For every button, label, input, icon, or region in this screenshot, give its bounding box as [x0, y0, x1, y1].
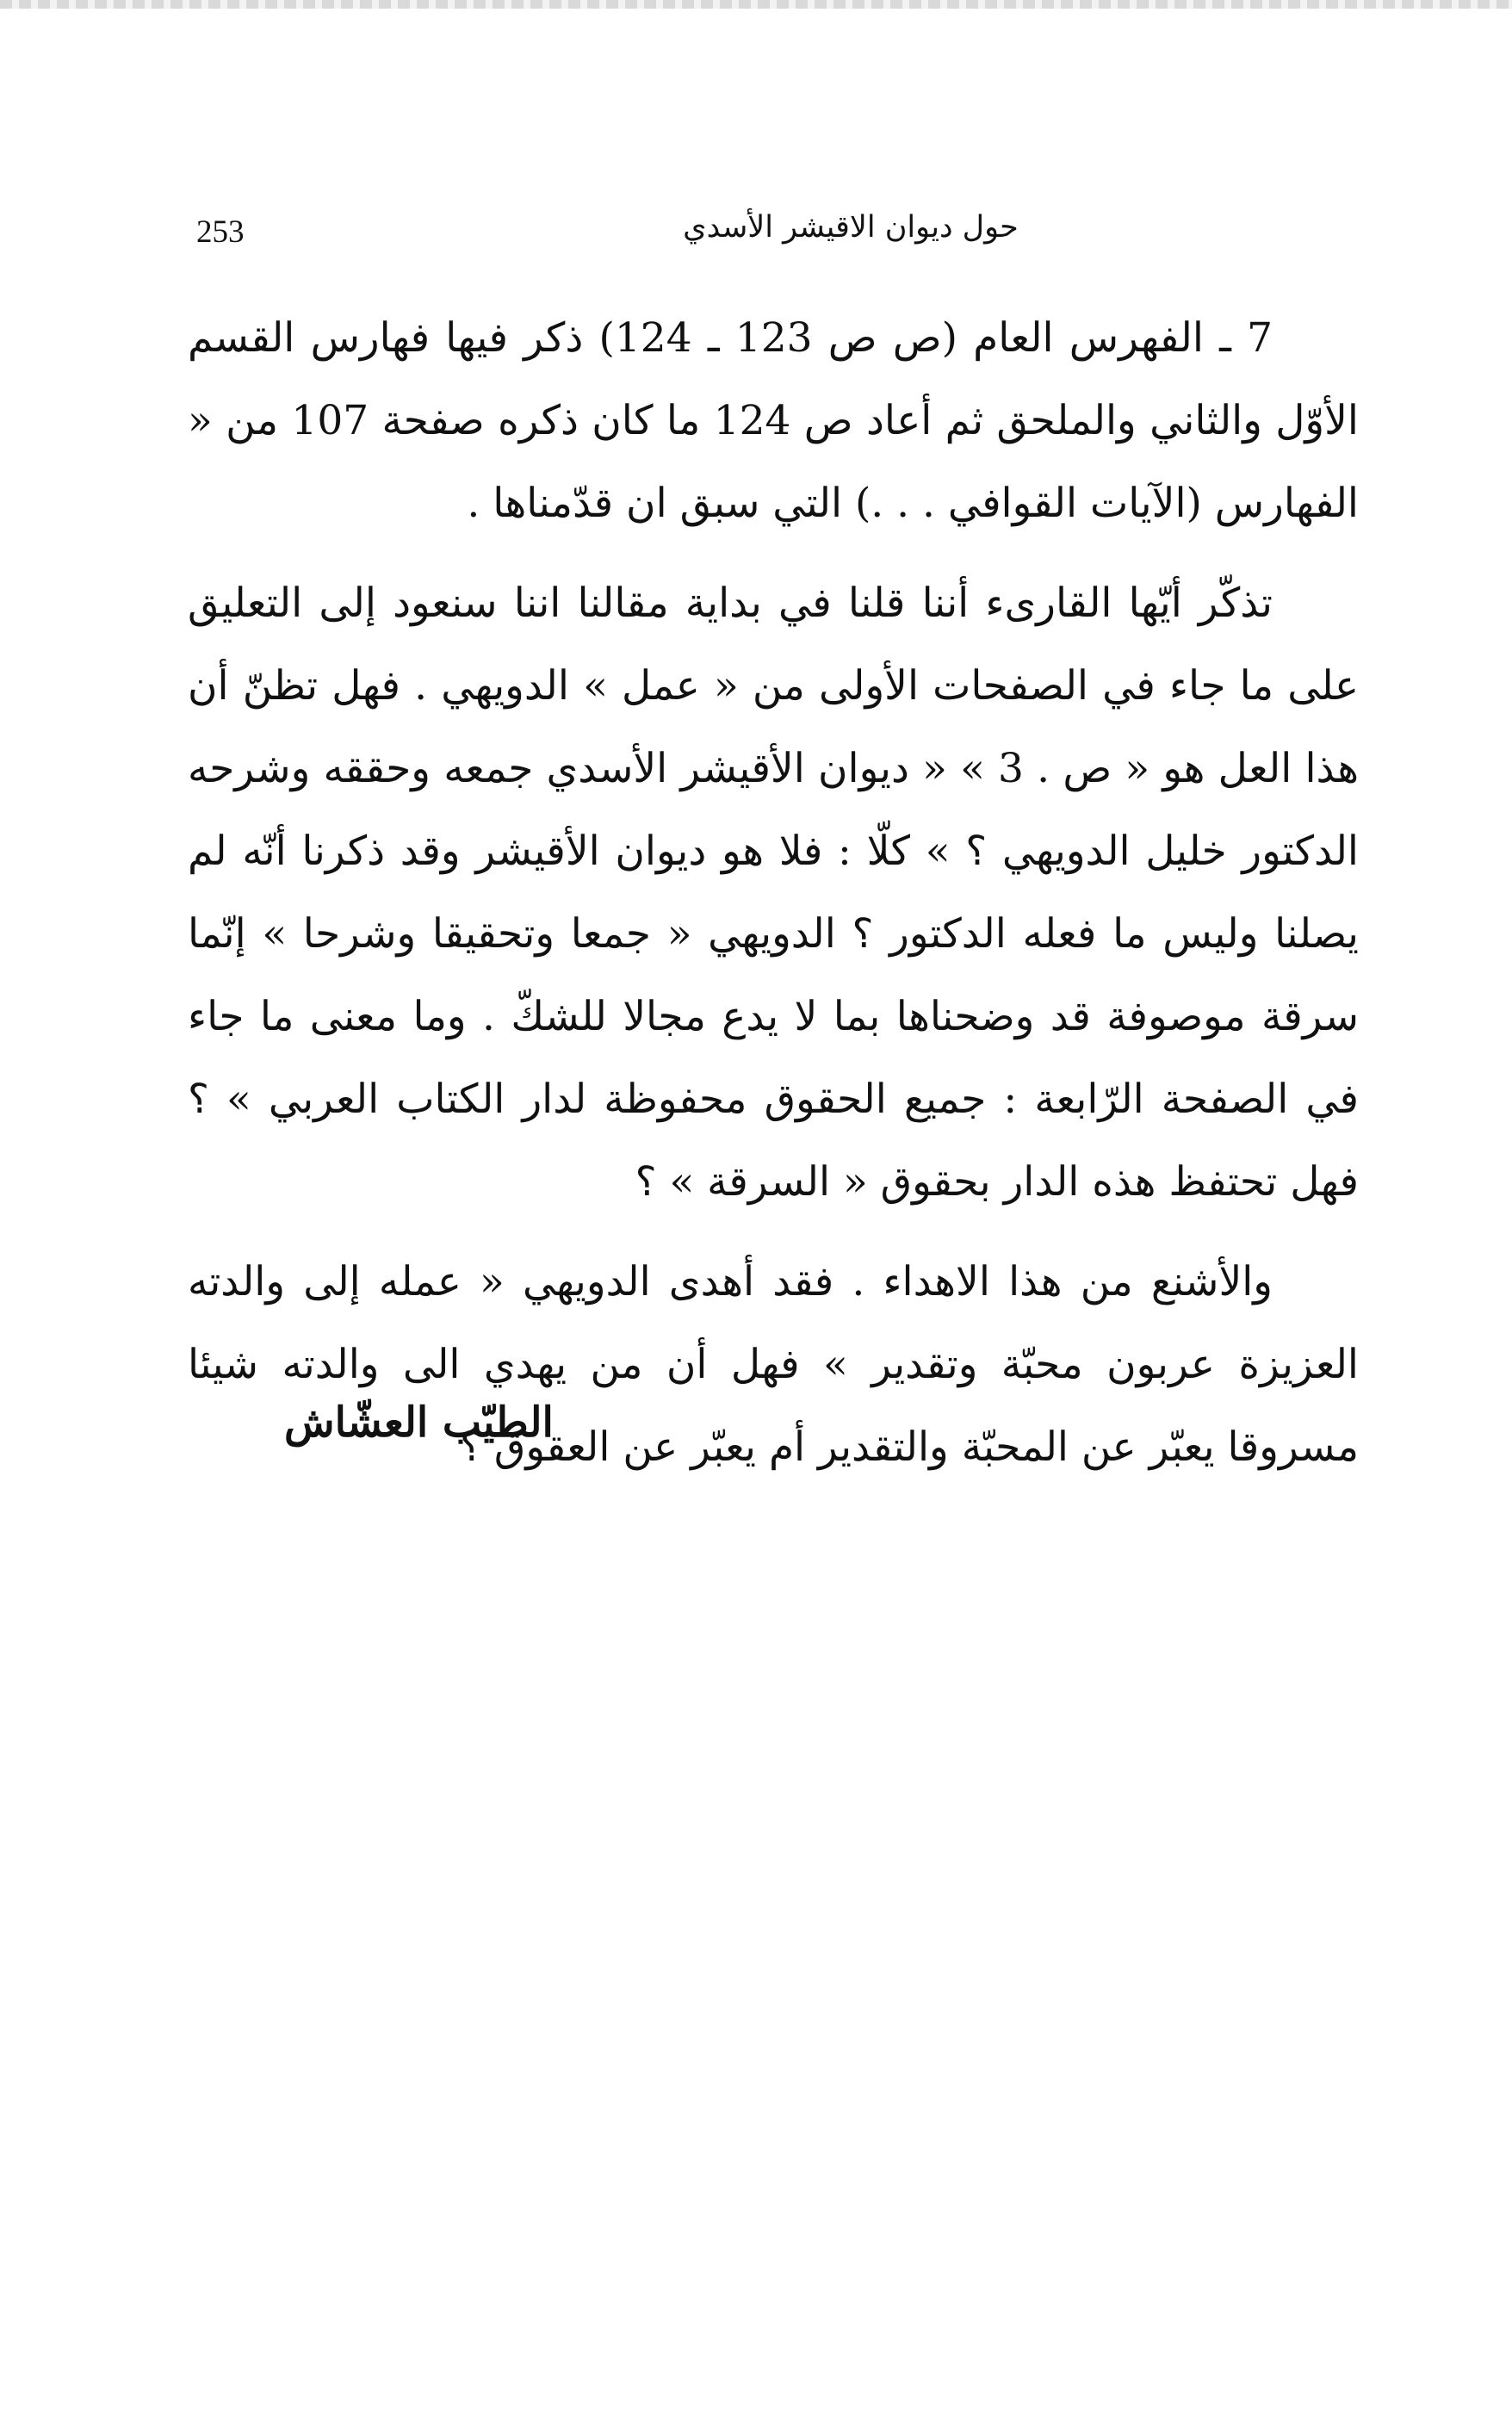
paragraph-dedication: والأشنع من هذا الاهداء . فقد أهدى الدويهي « عمله إلى والدته العزيزة عربون محبّة وتقدير » فهل أن من يهدي الى والدته شيئا مسروقا يعبّر عن المحبّة والتقدير أم يعبّر عن العقوق ؟ [188, 1258, 1359, 1471]
article-body [188, 297, 1359, 1489]
page-header [188, 210, 1359, 270]
author-signature: الطيّب العشّاش [284, 1398, 554, 1447]
paragraph-index-note: 7 ـ الفهرس العام (ص ص 123 ـ 124) ذكر فيها فهارس القسم الأوّل والثاني والملحق ثم أعاد ص 124 ما كان ذكره صفحة 107 من « الفهارس (الآيات القوافي . . .) التي سبق ان قدّمناها . [188, 314, 1359, 527]
paragraph-critique: تذكّر أيّها القارىء أننا قلنا في بداية مقالنا اننا سنعود إلى التعليق على ما جاء في الصفحات الأولى من « عمل » الدويهي . فهل تظنّ أن هذا العل هو « ص . 3 » « ديوان الأقيشر الأسدي جمعه وحققه وشرحه الدكتور خليل الدويهي ؟ » كلّا : فلا هو ديوان الأقيشر وقد ذكرنا أنّه لم يصلنا وليس ما فعله الدكتور ؟ الدويهي « جمعا وتحقيقا وشرحا » إنّما سرقة موصوفة قد وضحناها بما لا يدع مجالا للشكّ . وما معنى ما جاء في الصفحة الرّابعة : جميع الحقوق محفوظة لدار الكتاب العربي » ؟ فهل تحتفظ هذه الدار بحقوق « السرقة » ؟ [188, 580, 1359, 1206]
running-title: حول ديوان الاقيشر الأسدي [683, 210, 1019, 245]
scan-edge [0, 0, 1512, 9]
page-number: 253 [196, 214, 245, 250]
